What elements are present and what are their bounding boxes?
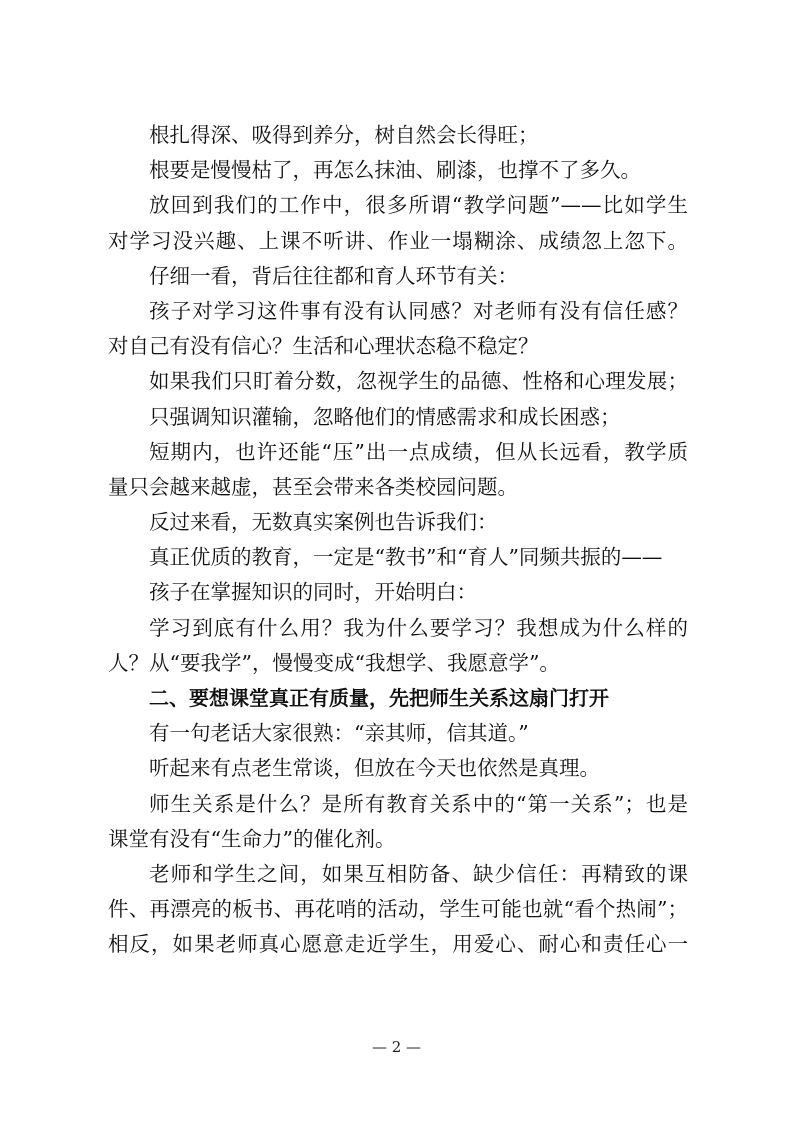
paragraph-line: 放回到我们的工作中，很多所谓“教学问题”——比如学生 [149,193,688,218]
paragraph-line: 听起来有点老生常谈，但放在今天也依然是真理。 [149,756,600,781]
paragraph-line: 孩子在掌握知识的同时，开始明白： [149,580,477,605]
paragraph-line: 仔细一看，背后往往都和育人环节有关： [149,263,518,288]
paragraph-line: 对自己有没有信心？生活和心理状态稳不稳定？ [108,334,539,359]
paragraph-line: 量只会越来越虚，甚至会带来各类校园问题。 [108,474,518,499]
paragraph-line: 有一句老话大家很熟：“亲其师，信其道。” [149,721,529,746]
paragraph-line: 学习到底有什么用？我为什么要学习？我想成为什么样的 [149,615,688,640]
paragraph-line: 人？从“要我学”，慢慢变成“我想学、我愿意学”。 [108,650,560,675]
paragraph-line: 短期内，也许还能“压”出一点成绩，但从长远看，教学质 [149,439,688,464]
paragraph-line: 老师和学生之间，如果互相防备、缺少信任：再精致的课 [149,861,688,886]
page-number: — 2 — [371,1038,422,1056]
paragraph-line: 相反，如果老师真心愿意走近学生，用爱心、耐心和责任心一 [108,932,688,957]
paragraph-line: 对学习没兴趣、上课不听讲、作业一塌糊涂、成绩忽上忽下。 [108,228,688,253]
paragraph-line: 反过来看，无数真实案例也告诉我们： [149,510,498,535]
paragraph-line: 课堂有没有“生命力”的催化剂。 [108,826,396,851]
paragraph-line: 根扎得深、吸得到养分，树自然会长得旺； [149,123,539,147]
paragraph-line: 师生关系是什么？是所有教育关系中的“第一关系”；也是 [149,791,688,816]
paragraph-line: 件、再漂亮的板书、再花哨的活动，学生可能也就“看个热闹”； [108,897,688,922]
paragraph-line: 只强调知识灌输，忽略他们的情感需求和成长困惑； [149,404,621,429]
document-body [108,118,688,963]
paragraph-line: 如果我们只盯着分数，忽视学生的品德、性格和心理发展； [149,369,688,394]
section-heading: 二、要想课堂真正有质量，先把师生关系这扇门打开 [149,686,609,710]
paragraph-line: 根要是慢慢枯了，再怎么抹油、刷漆，也撑不了多久。 [149,158,641,183]
paragraph-line: 真正优质的教育，一定是“教书”和“育人”同频共振的—— [149,545,663,570]
paragraph-line: 孩子对学习这件事有没有认同感？对老师有没有信任感？ [149,298,688,323]
